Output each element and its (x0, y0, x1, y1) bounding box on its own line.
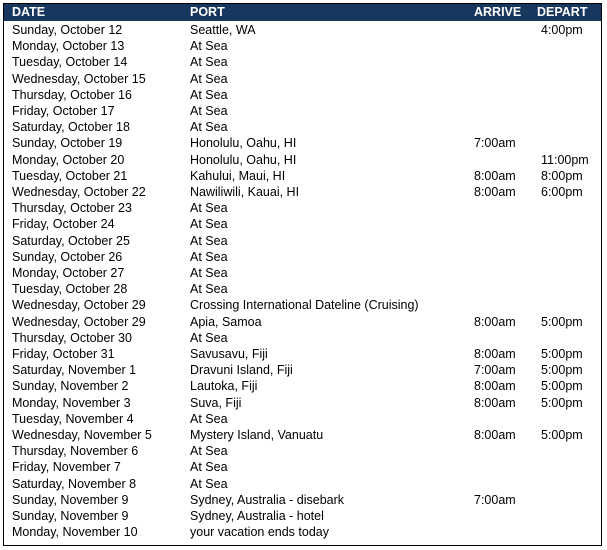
date-cell: Friday, October 31 (12, 347, 115, 362)
date-cell: Wednesday, October 15 (12, 71, 146, 86)
table-row (4, 476, 601, 492)
port-cell: At Sea (190, 39, 228, 54)
port-cell: At Sea (190, 87, 228, 102)
depart-cell (533, 87, 601, 103)
table-row (4, 524, 601, 540)
depart-cell (533, 216, 601, 232)
table-row (4, 168, 601, 184)
table-row (4, 508, 601, 524)
table-row (4, 362, 601, 378)
port-cell: At Sea (190, 55, 228, 70)
date-cell: Monday, November 3 (12, 395, 131, 410)
depart-cell (533, 265, 601, 281)
port-cell: Kahului, Maui, HI (190, 168, 286, 183)
port-cell: Seattle, WA (190, 23, 256, 37)
arrive-cell (468, 443, 533, 459)
arrive-cell (468, 103, 533, 119)
port-cell: Honolulu, Oahu, HI (190, 136, 297, 151)
date-cell: Sunday, November 2 (12, 379, 129, 394)
column-header-date: DATE (12, 5, 46, 19)
arrive-cell: 7:00am (474, 136, 516, 151)
depart-cell: 5:00pm (541, 363, 583, 378)
depart-cell (533, 38, 601, 54)
column-header-port: PORT (190, 5, 225, 19)
table-row (4, 135, 601, 151)
table-row (4, 492, 601, 508)
table-row (4, 21, 601, 38)
port-cell: Lautoka, Fiji (190, 379, 258, 394)
port-cell: Apia, Samoa (190, 314, 262, 329)
date-cell: Friday, November 7 (12, 460, 121, 475)
arrive-cell: 7:00am (474, 363, 516, 378)
port-cell: Honolulu, Oahu, HI (190, 152, 297, 167)
depart-cell: 5:00pm (541, 428, 583, 443)
date-cell: Saturday, October 18 (12, 120, 130, 135)
arrive-cell (468, 265, 533, 281)
port-cell: At Sea (190, 104, 228, 119)
date-cell: Saturday, November 1 (12, 363, 137, 378)
arrive-cell (468, 21, 533, 38)
table-row (4, 54, 601, 70)
itinerary-frame (3, 3, 602, 546)
port-cell: At Sea (190, 266, 228, 281)
date-cell: Thursday, October 30 (12, 330, 132, 345)
depart-cell (533, 281, 601, 297)
depart-cell (533, 249, 601, 265)
date-cell: Monday, October 27 (12, 266, 125, 281)
port-cell: At Sea (190, 120, 228, 135)
arrive-cell (468, 38, 533, 54)
date-cell: Monday, October 13 (12, 39, 125, 54)
depart-cell: 5:00pm (541, 395, 583, 410)
depart-cell: 4:00pm (541, 23, 583, 37)
arrive-cell (468, 119, 533, 135)
depart-cell (533, 54, 601, 70)
port-cell: At Sea (190, 444, 228, 459)
depart-cell (533, 71, 601, 87)
date-cell: Wednesday, October 29 (12, 314, 146, 329)
depart-cell (533, 459, 601, 475)
arrive-cell (468, 152, 533, 168)
date-cell: Sunday, November 9 (12, 492, 129, 507)
depart-cell (533, 443, 601, 459)
table-row (4, 71, 601, 87)
arrive-cell: 8:00am (474, 428, 516, 443)
date-cell: Monday, October 20 (12, 152, 125, 167)
table-row (4, 249, 601, 265)
table-row (4, 330, 601, 346)
depart-cell: 5:00pm (541, 314, 583, 329)
depart-cell (533, 476, 601, 492)
date-cell: Tuesday, October 21 (12, 168, 128, 183)
port-cell: your vacation ends today (190, 525, 329, 540)
depart-cell: 11:00pm (541, 152, 589, 167)
arrive-cell: 8:00am (474, 395, 516, 410)
arrive-cell (468, 297, 533, 313)
date-cell: Wednesday, November 5 (12, 428, 152, 443)
table-row (4, 411, 601, 427)
table-row (4, 427, 601, 443)
depart-cell (533, 297, 601, 313)
table-row (4, 152, 601, 168)
date-cell: Monday, November 10 (12, 525, 138, 540)
port-cell: At Sea (190, 411, 228, 426)
arrive-cell (468, 476, 533, 492)
port-cell: At Sea (190, 201, 228, 216)
arrive-cell: 8:00am (474, 185, 516, 200)
arrive-cell (468, 249, 533, 265)
table-row (4, 103, 601, 119)
date-cell: Tuesday, November 4 (12, 411, 134, 426)
arrive-cell (468, 87, 533, 103)
depart-cell: 5:00pm (541, 347, 583, 362)
table-row (4, 443, 601, 459)
depart-cell (533, 103, 601, 119)
arrive-cell (468, 411, 533, 427)
date-cell: Friday, October 17 (12, 104, 115, 119)
port-cell: Suva, Fiji (190, 395, 242, 410)
arrive-cell (468, 71, 533, 87)
date-cell: Sunday, November 9 (12, 509, 129, 524)
table-row (4, 265, 601, 281)
port-cell: Sydney, Australia - disebark (190, 492, 345, 507)
table-body (4, 21, 601, 541)
table-row (4, 346, 601, 362)
table-row (4, 87, 601, 103)
arrive-cell (468, 54, 533, 70)
date-cell: Thursday, November 6 (12, 444, 139, 459)
depart-cell (533, 492, 601, 508)
date-cell: Saturday, October 25 (12, 233, 130, 248)
depart-cell (533, 233, 601, 249)
date-cell: Wednesday, October 22 (12, 185, 146, 200)
arrive-cell (468, 281, 533, 297)
port-cell: At Sea (190, 460, 228, 475)
depart-cell (533, 411, 601, 427)
table-row (4, 184, 601, 200)
depart-cell (533, 135, 601, 151)
port-cell: Mystery Island, Vanuatu (190, 428, 324, 443)
port-cell: At Sea (190, 330, 228, 345)
arrive-cell (468, 216, 533, 232)
arrive-cell (468, 200, 533, 216)
table-row (4, 297, 601, 313)
date-cell: Sunday, October 12 (12, 23, 123, 37)
date-cell: Sunday, October 19 (12, 136, 123, 151)
arrive-cell: 8:00am (474, 168, 516, 183)
table-row (4, 378, 601, 394)
arrive-cell: 8:00am (474, 347, 516, 362)
itinerary-table (4, 4, 601, 541)
port-cell: At Sea (190, 233, 228, 248)
arrive-cell (468, 508, 533, 524)
table-row (4, 281, 601, 297)
port-cell: Crossing International Dateline (Cruising) (190, 298, 419, 313)
date-cell: Tuesday, October 14 (12, 55, 128, 70)
port-cell: Nawiliwili, Kauai, HI (190, 185, 300, 200)
column-header-depart: DEPART (537, 5, 588, 19)
table-row (4, 119, 601, 135)
depart-cell: 5:00pm (541, 379, 583, 394)
depart-cell (533, 200, 601, 216)
table-row (4, 395, 601, 411)
depart-cell: 6:00pm (541, 185, 583, 200)
date-cell: Wednesday, October 29 (12, 298, 146, 313)
date-cell: Sunday, October 26 (12, 249, 123, 264)
arrive-cell: 8:00am (474, 379, 516, 394)
table-row (4, 459, 601, 475)
port-cell: Dravuni Island, Fiji (190, 363, 293, 378)
port-cell: At Sea (190, 282, 228, 297)
depart-cell (533, 119, 601, 135)
depart-cell (533, 330, 601, 346)
port-cell: Sydney, Australia - hotel (190, 509, 324, 524)
arrive-cell (468, 233, 533, 249)
table-row (4, 314, 601, 330)
arrive-cell (468, 524, 533, 540)
column-header-arrive: ARRIVE (474, 5, 522, 19)
table-header (4, 4, 601, 21)
date-cell: Thursday, October 16 (12, 87, 132, 102)
arrive-cell: 8:00am (474, 314, 516, 329)
table-row (4, 216, 601, 232)
arrive-cell: 7:00am (474, 492, 516, 507)
port-cell: At Sea (190, 249, 228, 264)
arrive-cell (468, 459, 533, 475)
date-cell: Tuesday, October 28 (12, 282, 128, 297)
depart-cell (533, 508, 601, 524)
date-cell: Friday, October 24 (12, 217, 115, 232)
depart-cell (533, 524, 601, 540)
arrive-cell (468, 330, 533, 346)
header-row (4, 4, 601, 21)
table-row (4, 200, 601, 216)
port-cell: At Sea (190, 71, 228, 86)
table-row (4, 233, 601, 249)
date-cell: Saturday, November 8 (12, 476, 137, 491)
table-row (4, 38, 601, 54)
date-cell: Thursday, October 23 (12, 201, 132, 216)
depart-cell: 8:00pm (541, 168, 583, 183)
port-cell: At Sea (190, 476, 228, 491)
port-cell: Savusavu, Fiji (190, 347, 268, 362)
port-cell: At Sea (190, 217, 228, 232)
